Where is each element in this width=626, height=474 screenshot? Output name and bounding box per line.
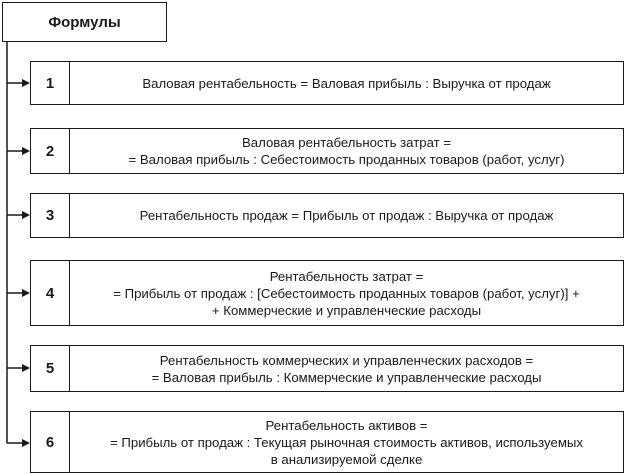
formula-text <box>70 194 623 237</box>
formula-number: 4 <box>31 261 70 325</box>
formula-line: Валовая рентабельность = Валовая прибыль : Выручка от продаж <box>142 75 551 91</box>
formula-text <box>70 261 623 325</box>
formula-number: 1 <box>31 62 70 104</box>
formula-line: = Валовая прибыль : Себестоимость проданных товаров (работ, услуг) <box>128 152 565 167</box>
arrowhead-1 <box>22 79 30 87</box>
formula-row-2 <box>30 128 624 174</box>
formula-row-5 <box>30 345 624 392</box>
formula-row-4 <box>30 260 624 326</box>
formula-line: Рентабельность коммерческих и управленческих расходов = <box>159 352 534 368</box>
formula-row-3 <box>30 193 624 238</box>
arrowhead-6 <box>22 439 30 447</box>
formula-line: в анализируемой сделке <box>270 451 423 467</box>
arrowhead-3 <box>22 211 30 219</box>
formula-line: Валовая рентабельность затрат = <box>241 135 452 150</box>
formula-number: 2 <box>31 129 70 173</box>
formulas-header <box>2 2 167 42</box>
formula-text <box>70 346 623 391</box>
formula-line: Рентабельность активов = <box>265 417 428 433</box>
formula-text <box>70 129 623 173</box>
formula-line: = Прибыль от продаж : Текущая рыночная стоимость активов, используемых <box>110 434 583 450</box>
formula-number: 3 <box>31 194 70 237</box>
formula-line: + Коммерческие и управленческие расходы <box>211 302 482 318</box>
header-title: Формулы <box>48 13 121 31</box>
formula-line: Рентабельность затрат = <box>269 268 424 284</box>
formula-number: 5 <box>31 346 70 391</box>
formula-number: 6 <box>31 412 70 472</box>
formula-row-6 <box>30 411 624 473</box>
arrowhead-2 <box>22 147 30 155</box>
arrowhead-4 <box>22 289 30 297</box>
formula-text <box>70 412 623 472</box>
arrowhead-5 <box>22 364 30 372</box>
formula-line: Рентабельность продаж = Прибыль от продаж : Выручка от продаж <box>139 208 554 223</box>
formula-text <box>70 62 623 104</box>
formula-line: = Прибыль от продаж : [Себестоимость проданных товаров (работ, услуг)] + <box>113 285 580 301</box>
formula-line: = Валовая прибыль : Коммерческие и управленческие расходы <box>151 369 542 385</box>
formula-row-1 <box>30 61 624 105</box>
